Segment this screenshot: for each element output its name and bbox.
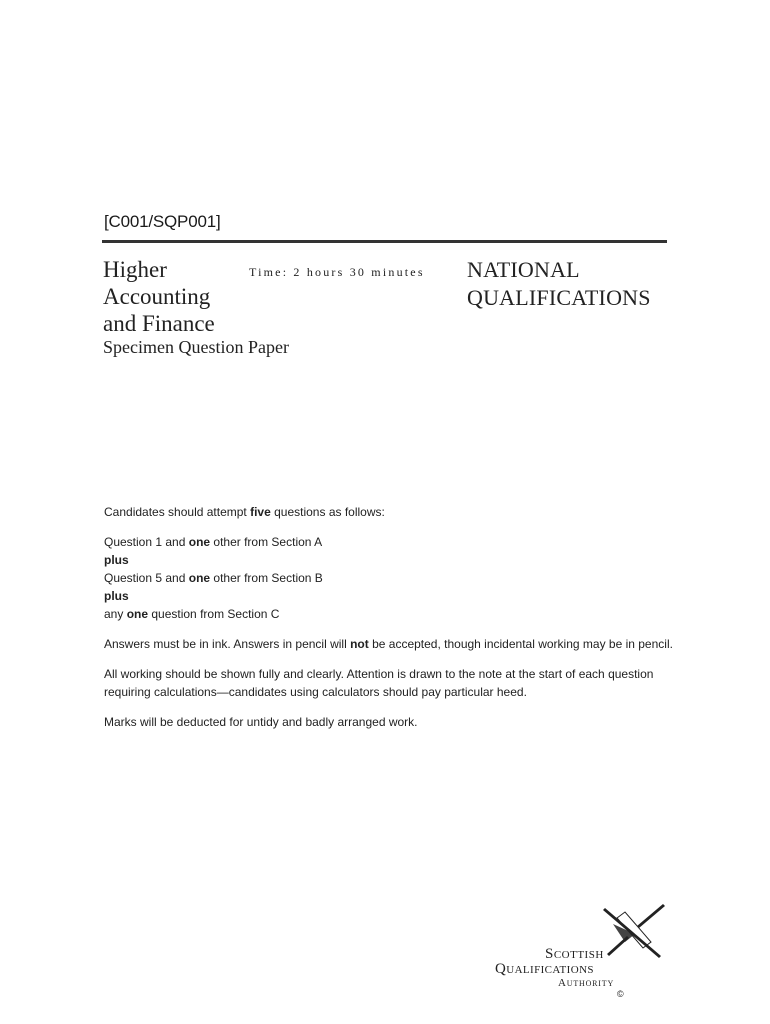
logo-line-1: Scottish [545,946,604,962]
q5-text-c: other from Section B [210,571,323,585]
instructions [104,503,674,743]
q5-text-a: Question 5 and [104,571,189,585]
intro-text-c: questions as follows: [270,505,385,519]
intro-text-a: Candidates should attempt [104,505,251,519]
q5-text-b: one [188,571,211,585]
subject-line-2: Accounting [103,284,211,309]
header-rule [102,240,667,243]
subject-line-1: Higher [103,257,167,282]
sqa-logo [490,902,670,1002]
copyright-symbol: © [617,989,624,999]
q1-text-c: other from Section A [210,535,323,549]
plus-2: plus [104,589,129,603]
q1-text-b: one [188,535,211,549]
subject-title [103,256,215,337]
any-text-b: one [126,607,149,621]
ink-text-c: be accepted, though incidental working may be in pencil. [368,637,673,651]
time-allowed: Time: 2 hours 30 minutes [249,265,425,279]
logo-line-2: Qualifications [495,961,594,977]
logo-line-3: Authority [558,977,615,989]
q1-text-a: Question 1 and [104,535,189,549]
intro-text [104,503,674,521]
question1-line [104,533,674,551]
brand-line-1: NATIONAL [467,257,580,282]
paper-type: Specimen Question Paper [103,337,289,357]
national-qualifications-title [467,256,651,312]
sqa-saltire-icon [603,902,665,958]
subject-line-3: and Finance [103,311,215,336]
ink-text-b: not [350,637,369,651]
ink-text-a: Answers must be in ink. Answers in pencil will [104,637,351,651]
working-instruction: All working should be shown fully and clearly. Attention is drawn to the note at the start of each question requiring calculations—candidates using calculators should pay particular heed. [104,667,654,699]
plus-1: plus [104,553,129,567]
intro-text-b: five [250,505,271,519]
ink-instruction [104,635,674,653]
brand-line-2: QUALIFICATIONS [467,285,651,310]
question5-line [104,569,674,587]
paper-code: [C001/SQP001] [104,212,221,231]
question-selection [104,533,674,623]
marks-instruction: Marks will be deducted for untidy and badly arranged work. [104,715,418,729]
any-text-c: question from Section C [148,607,280,621]
any-text-a: any [104,607,127,621]
section-c-line [104,605,674,623]
